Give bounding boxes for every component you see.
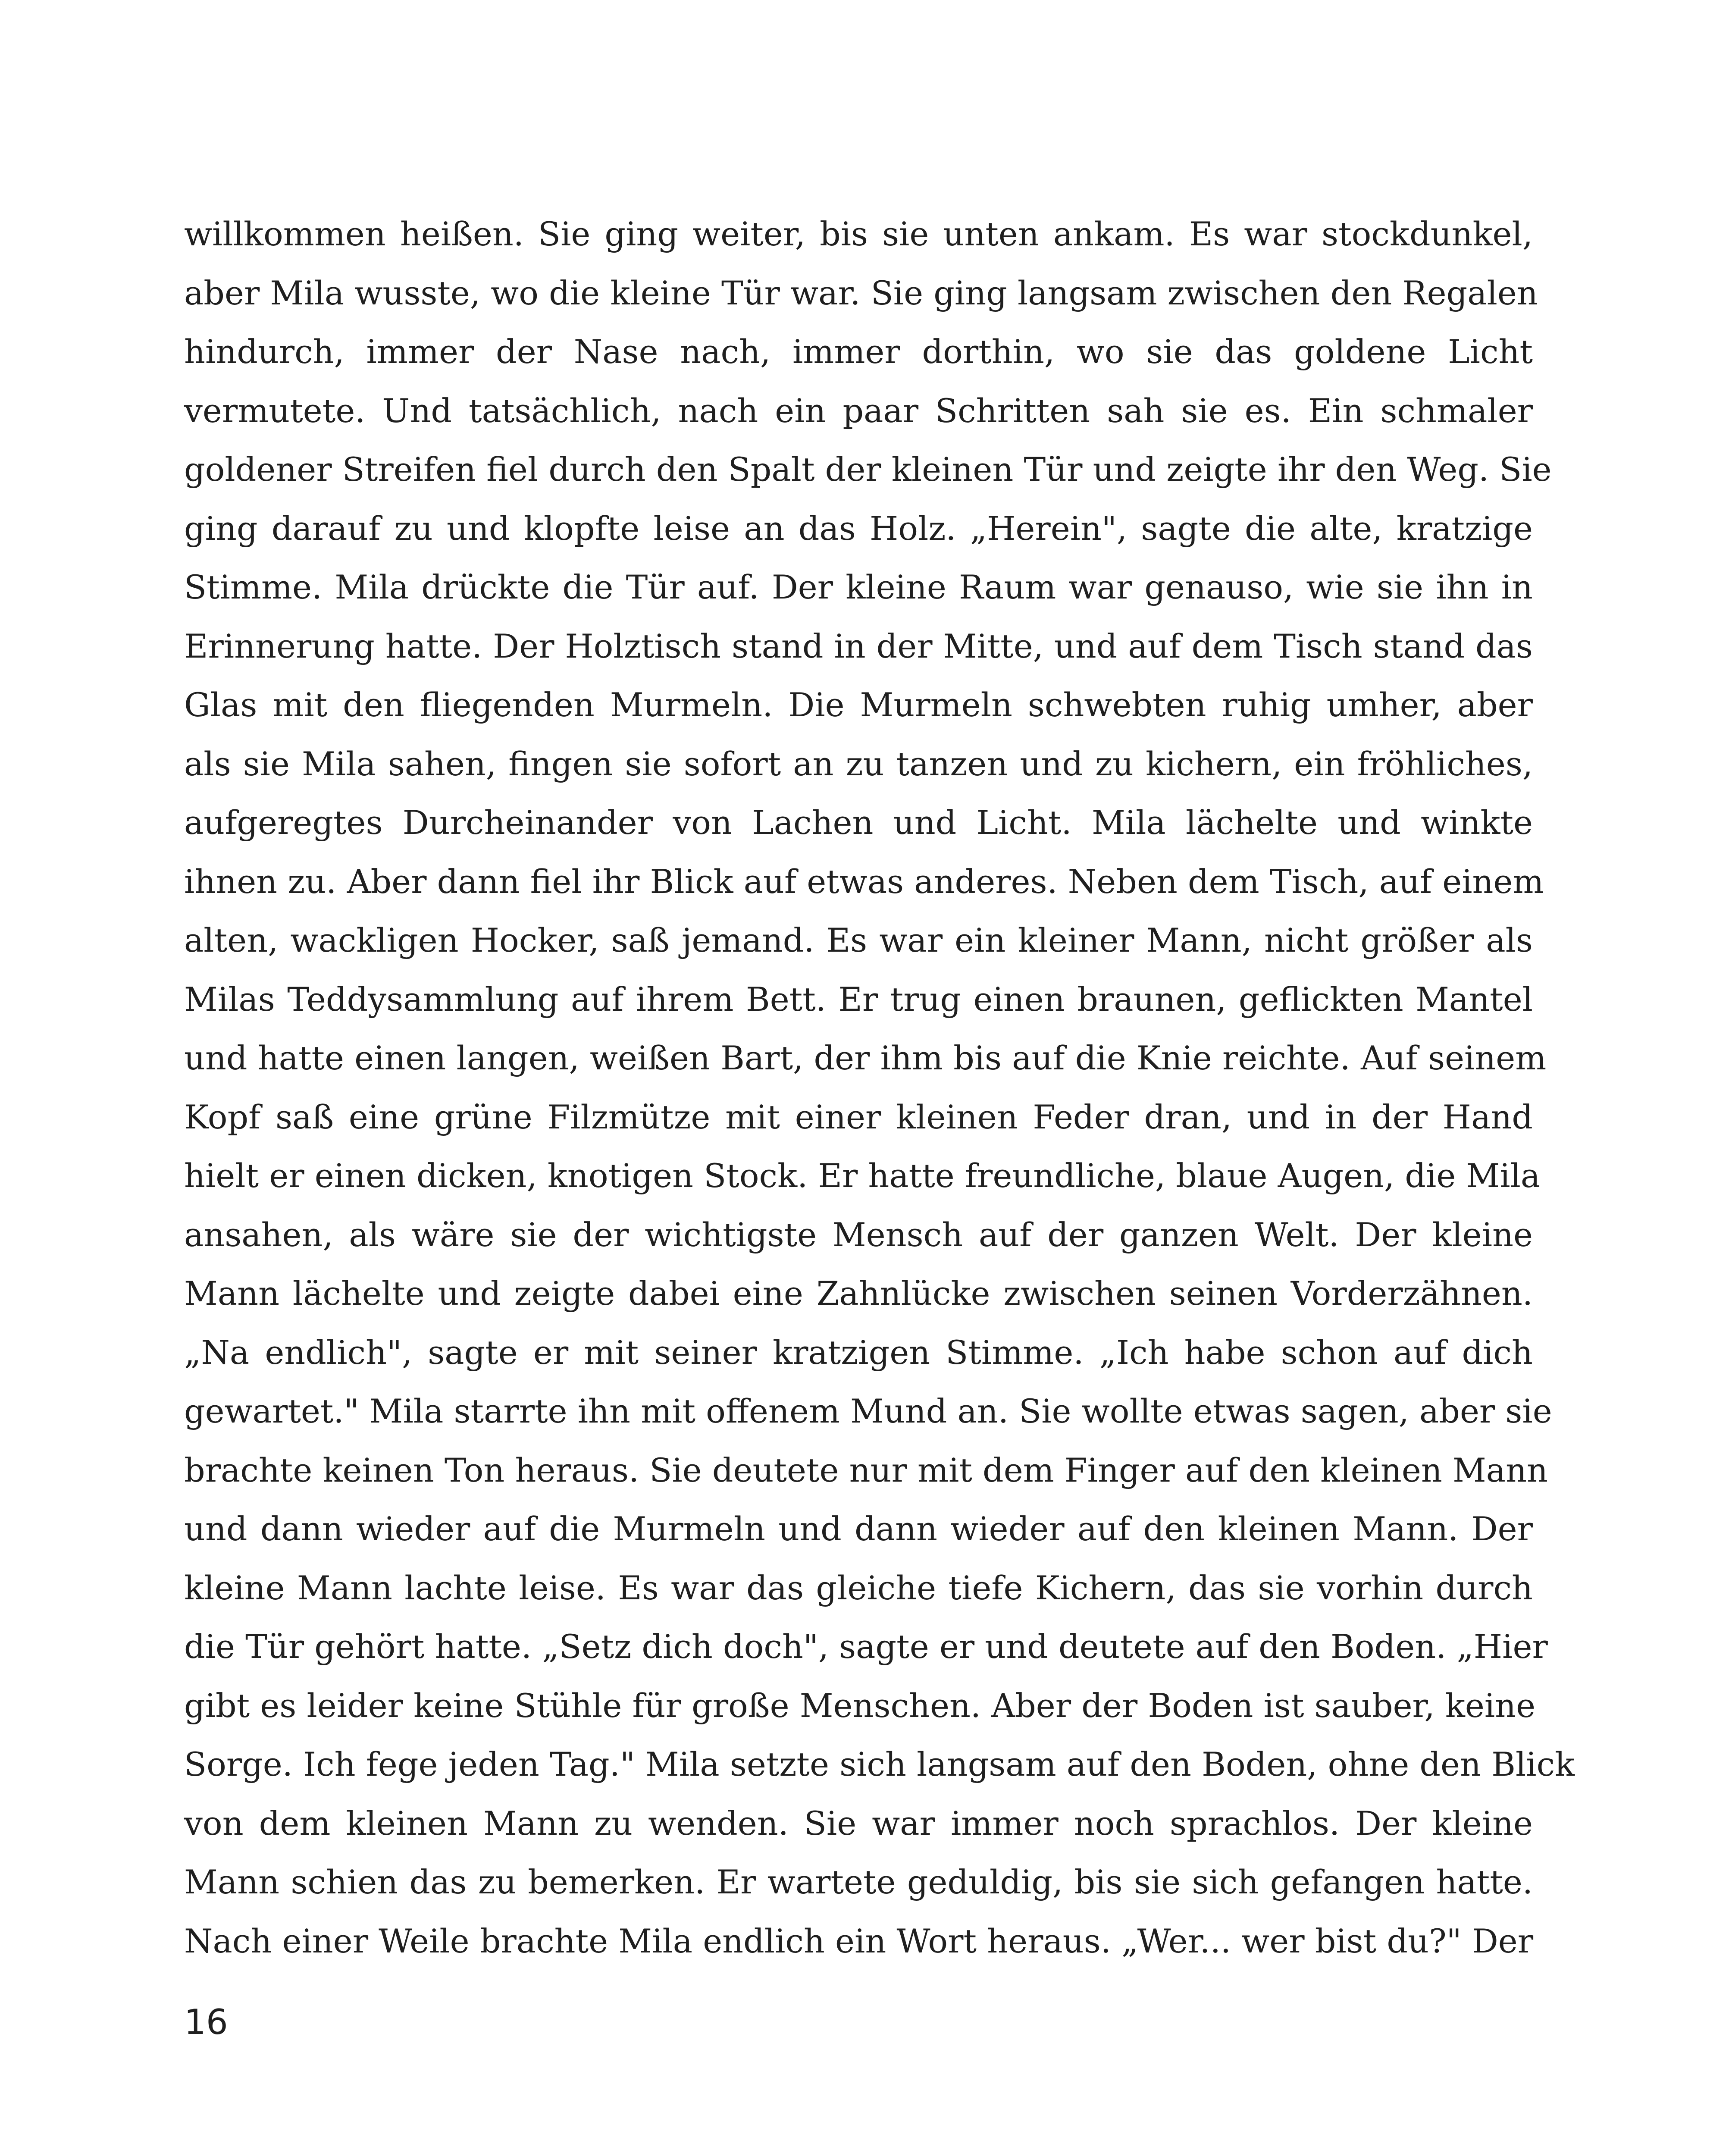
text-line: gewartet." Mila starrte ihn mit offenem Mund an. Sie wollte etwas sagen, aber sie	[184, 1392, 1552, 1430]
page-number: 16	[184, 2002, 228, 2042]
text-line: ihnen zu. Aber dann fiel ihr Blick auf etwas anderes. Neben dem Tisch, auf einem	[184, 862, 1544, 901]
text-line: ansahen, als wäre sie der wichtigste Mensch auf der ganzen Welt. Der kleine	[184, 1215, 1533, 1254]
text-line: goldener Streifen fiel durch den Spalt der kleinen Tür und zeigte ihr den Weg. Sie	[184, 450, 1552, 489]
text-line: willkommen heißen. Sie ging weiter, bis sie unten ankam. Es war stockdunkel,	[184, 215, 1533, 253]
text-line: alten, wackligen Hocker, saß jemand. Es war ein kleiner Mann, nicht größer als	[184, 921, 1533, 959]
text-line: aber Mila wusste, wo die kleine Tür war. Sie ging langsam zwischen den Regalen	[184, 273, 1538, 312]
text-line: hindurch, immer der Nase nach, immer dorthin, wo sie das goldene Licht	[184, 332, 1533, 371]
text-line: Stimme. Mila drückte die Tür auf. Der kleine Raum war genauso, wie sie ihn in	[184, 568, 1533, 606]
text-line: und dann wieder auf die Murmeln und dann wieder auf den kleinen Mann. Der	[184, 1510, 1533, 1548]
text-line: Glas mit den fliegenden Murmeln. Die Murmeln schwebten ruhig umher, aber	[184, 686, 1533, 724]
text-line: „Na endlich", sagte er mit seiner kratzigen Stimme. „Ich habe schon auf dich	[184, 1333, 1533, 1372]
body-text	[184, 205, 1575, 1971]
text-line: brachte keinen Ton heraus. Sie deutete nur mit dem Finger auf den kleinen Mann	[184, 1451, 1548, 1489]
text-line: Nach einer Weile brachte Mila endlich ein Wort heraus. „Wer... wer bist du?" Der	[184, 1921, 1534, 1960]
text-line: kleine Mann lachte leise. Es war das gleiche tiefe Kichern, das sie vorhin durch	[184, 1568, 1533, 1607]
text-line: Mann lächelte und zeigte dabei eine Zahnlücke zwischen seinen Vorderzähnen.	[184, 1274, 1533, 1313]
text-line: von dem kleinen Mann zu wenden. Sie war immer noch sprachlos. Der kleine	[184, 1804, 1533, 1843]
text-line: Sorge. Ich fege jeden Tag." Mila setzte sich langsam auf den Boden, ohne den Blick	[184, 1745, 1575, 1783]
text-line: Erinnerung hatte. Der Holztisch stand in der Mitte, und auf dem Tisch stand das	[184, 627, 1533, 665]
text-line: aufgeregtes Durcheinander von Lachen und Licht. Mila lächelte und winkte	[184, 803, 1533, 842]
text-line: Mann schien das zu bemerken. Er wartete geduldig, bis sie sich gefangen hatte.	[184, 1863, 1533, 1901]
text-line: Milas Teddysammlung auf ihrem Bett. Er trug einen braunen, geflickten Mantel	[184, 980, 1533, 1018]
text-line: die Tür gehört hatte. „Setz dich doch", sagte er und deutete auf den Boden. „Hier	[184, 1627, 1548, 1666]
text-line: Kopf saß eine grüne Filzmütze mit einer kleinen Feder dran, und in der Hand	[184, 1097, 1533, 1136]
text-line: und hatte einen langen, weißen Bart, der ihm bis auf die Knie reichte. Auf seinem	[184, 1039, 1547, 1077]
text-line: gibt es leider keine Stühle für große Menschen. Aber der Boden ist sauber, keine	[184, 1686, 1536, 1725]
text-line: als sie Mila sahen, fingen sie sofort an zu tanzen und zu kichern, ein fröhliches,	[184, 744, 1533, 783]
text-line: hielt er einen dicken, knotigen Stock. Er hatte freundliche, blaue Augen, die Mila	[184, 1156, 1541, 1195]
text-line: vermutete. Und tatsächlich, nach ein paar Schritten sah sie es. Ein schmaler	[184, 391, 1533, 430]
text-line: ging darauf zu und klopfte leise an das Holz. „Herein", sagte die alte, kratzige	[184, 509, 1533, 548]
